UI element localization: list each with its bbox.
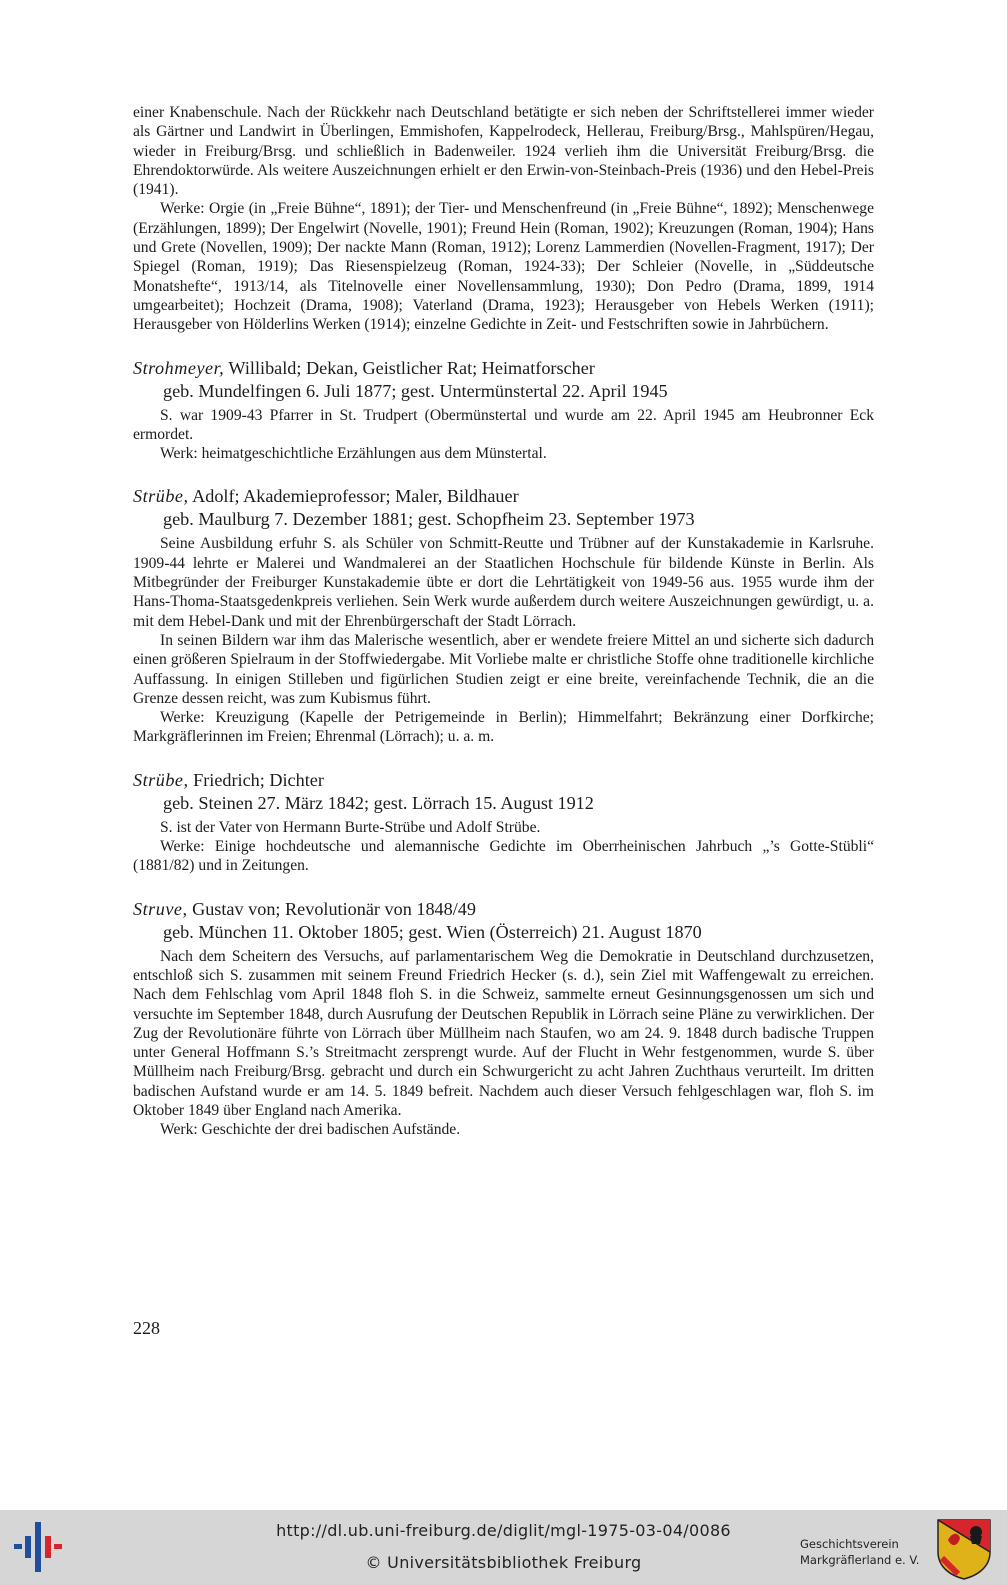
entry-dates: geb. München 11. Oktober 1805; gest. Wien (Österreich) 21. August 1870 bbox=[163, 921, 702, 942]
page-content bbox=[133, 103, 874, 1140]
entry-works: Werk: Geschichte der drei badischen Aufstände. bbox=[160, 1121, 461, 1139]
entry-paragraph: Seine Ausbildung erfuhr S. als Schüler von Schmitt-Reutte und Trübner auf der Kunstakademie in Karlsruhe. 1909-44 lehrte er Malerei und Wandmalerei an der Staatlichen Hochschule für bildende Künste in Berlin. Als Mitbegründer der Freiburger Kunstakademie übte er dort die Lehrtätigkeit von 1949-56 aus. 1955 wurde ihm der Hans-Thoma-Staatsgedenkpreis verliehen. Sein Werk wurde außerdem durch weitere Auszeichnungen gewürdigt, u. a. mit dem Hebel-Dank und mit der Ehrenbürgerschaft der Stadt Lörrach. bbox=[133, 535, 874, 630]
society-name bbox=[800, 1536, 930, 1568]
entry-struve bbox=[133, 898, 874, 1140]
intro-paragraph: einer Knabenschule. Nach der Rückkehr nach Deutschland betätigte er sich neben der Schriftstellerei immer wieder als Gärtner und Landwirt in Überlingen, Emmishofen, Kappelrodeck, Hellerau, Freiburg/Brsg., Mahlspüren/Hegau, wieder in Freiburg/Brsg. und schließlich in Badenweiler. 1924 verlieh ihm die Universität Freiburg/Brsg. die Ehrendoktorwürde. Als weitere Auszeichnungen erhielt er den Erwin-von-Steinbach-Preis (1936) und den Hebel-Preis (1941). bbox=[133, 104, 874, 199]
entry-surname: Strohmeyer, bbox=[133, 357, 225, 378]
entry-struebe-friedrich bbox=[133, 769, 874, 876]
entry-heading bbox=[133, 357, 874, 380]
footer-bar bbox=[0, 1510, 1007, 1585]
entry-works: Werk: heimatgeschichtliche Erzählungen aus dem Münstertal. bbox=[160, 445, 547, 463]
society-name-line2: Markgräflerland e. V. bbox=[800, 1553, 920, 1567]
entry-works: Werke: Einige hochdeutsche und alemannische Gedichte im Oberrheinischen Jahrbuch „’s Gotte-Stübli“ (1881/82) und in Zeitungen. bbox=[133, 838, 874, 875]
entry-heading bbox=[133, 769, 874, 792]
entry-dates: geb. Steinen 27. März 1842; gest. Lörrach 15. August 1912 bbox=[163, 792, 594, 813]
entry-strohmeyer bbox=[133, 357, 874, 464]
entry-paragraph: S. war 1909-43 Pfarrer in St. Trudpert (Obermünstertal und wurde am 22. April 1945 am Heubronner Eck ermordet. bbox=[133, 406, 874, 443]
entry-surname: Strübe, bbox=[133, 769, 189, 790]
entry-works: Werke: Kreuzigung (Kapelle der Petrigemeinde in Berlin); Himmelfahrt; Bekränzung einer Dorfkirche; Markgräflerinnen im Freien; Ehrenmal (Lörrach); u. a. m. bbox=[133, 709, 874, 746]
entry-heading bbox=[133, 485, 874, 508]
entry-paragraph: Nach dem Scheitern des Versuchs, auf parlamentarischem Weg die Demokratie in Deutschland durchzusetzen, entschloß sich S. zusammen mit seinem Freund Friedrich Hecker (s. d.), sein Ziel mit Waffengewalt zu erreichen. Nach dem Fehlschlag vom April 1848 floh S. in die Schweiz, sammelte erneut Gesinnungsgenossen um sich und versuchte im September 1848, durch Ausrufung der Deutschen Republik in Lörrach seine Pläne zu verwirklichen. Der Zug der Revolutionäre führte von Lörrach über Müllheim nach Staufen, wo am 24. 9. 1848 durch badische Truppen unter General Hoffmann S.’s Streitmacht zersprengt wurde. Auf der Flucht in Wehr festgenommen, wurde S. über Müllheim nach Freiburg/Brsg. gebracht und durch ein Schwurgericht zu acht Jahren Zuchthaus verurteilt. Im dritten badischen Aufstand wurde er am 14. 5. 1849 befreit. Nachdem auch dieser Versuch fehlgeschlagen war, floh S. im Oktober 1849 über England nach Amerika. bbox=[133, 947, 874, 1119]
entry-title: Willibald; Dekan, Geistlicher Rat; Heimatforscher bbox=[224, 357, 595, 378]
copyright-text: © Universitätsbibliothek Freiburg bbox=[365, 1553, 642, 1572]
entry-surname: Struve, bbox=[133, 898, 188, 919]
document-url-link[interactable]: http://dl.ub.uni-freiburg.de/diglit/mgl-1975-03-04/0086 bbox=[276, 1521, 731, 1540]
entry-surname: Strübe, bbox=[133, 486, 189, 507]
entry-dates: geb. Mundelfingen 6. Juli 1877; gest. Untermünstertal 22. April 1945 bbox=[163, 380, 668, 401]
intro-works: Werke: Orgie (in „Freie Bühne“, 1891); der Tier- und Menschenfreund (in „Freie Bühne“, 1892); Menschenwege (Erzählungen, 1899); Der Engelwirt (Novelle, 1901); Freund Hein (Roman, 1902); Kreuzungen (Roman, 1904); Hans und Grete (Novellen, 1909); Der nackte Mann (Roman, 1912); Lorenz Lammerdien (Novellen-Fragment, 1917); Der Spiegel (Roman, 1919); Das Riesenspielzeug (Roman, 1924-33); Der Schleier (Novelle, in „Süddeutsche Monatshefte“, 1913/14, als Titelnovelle einer Novellensammlung, 1930); Don Pedro (Drama, 1899, 1914 umgearbeitet); Hochzeit (Drama, 1908); Vaterland (Drama, 1923); Herausgeber von Hebels Werken (1911); Herausgeber von Hölderlins Werken (1914); einzelne Gedichte in Zeit- und Festschriften sowie in Jahrbüchern. bbox=[133, 200, 874, 334]
entry-dates: geb. Maulburg 7. Dezember 1881; gest. Schopfheim 23. September 1973 bbox=[163, 509, 695, 530]
page-number: 228 bbox=[133, 1318, 160, 1338]
coat-of-arms-icon bbox=[936, 1518, 992, 1580]
entry-heading bbox=[133, 898, 874, 921]
entry-title: Gustav von; Revolutionär von 1848/49 bbox=[187, 898, 476, 919]
entry-title: Adolf; Akademieprofessor; Maler, Bildhauer bbox=[188, 486, 519, 507]
entry-paragraph: In seinen Bildern war ihm das Malerische wesentlich, aber er wendete freiere Mittel an und sicherte sich dadurch einen größeren Spielraum in der Stoffwiedergabe. Mit Vorliebe malte er christliche Stoffe ohne traditionelle kirchliche Auffassung. In einigen Stilleben und figürlichen Studien zeigt er eine breite, vereinfachende Technik, die an die Grenze dessen reicht, was zum Kubismus führt. bbox=[133, 631, 874, 707]
entry-paragraph: S. ist der Vater von Hermann Burte-Strübe und Adolf Strübe. bbox=[160, 818, 541, 836]
entry-struebe-adolf bbox=[133, 485, 874, 746]
entry-title: Friedrich; Dichter bbox=[188, 769, 324, 790]
society-name-line1: Geschichtsverein bbox=[800, 1537, 899, 1551]
